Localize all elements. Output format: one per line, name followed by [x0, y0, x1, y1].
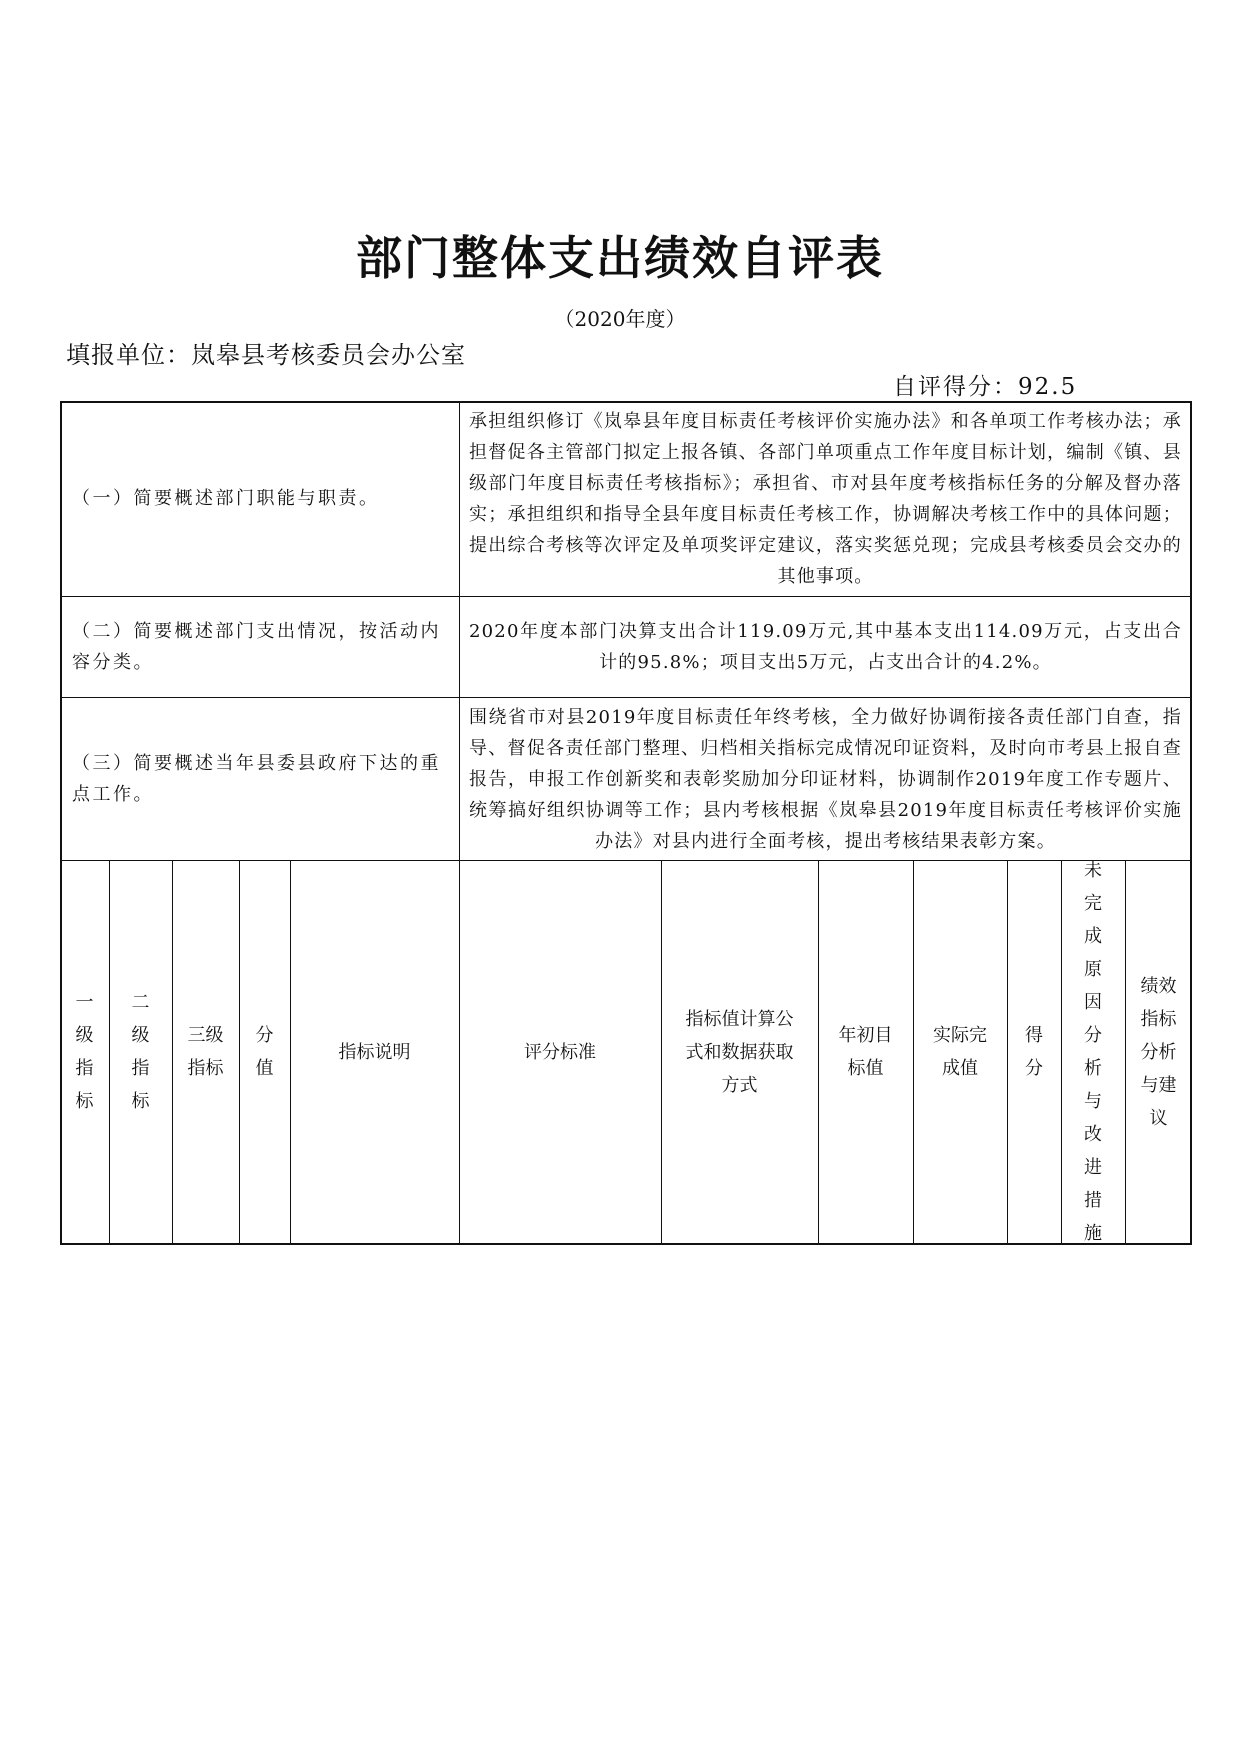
header-text-line: 分: [255, 1025, 274, 1046]
header-level2-indicator: [109, 860, 172, 1244]
summary-content-text: 2020年度本部门决算支出合计119.09万元,其中基本支出114.09万元，占支出合计的95.8%；项目支出5万元，占支出合计的4.2%。: [469, 621, 1182, 673]
summary-label-text: （一）简要概述部门职能与职责。: [72, 488, 380, 509]
header-text-line: 标: [75, 1091, 94, 1112]
header-text-line: 年初目: [838, 1025, 893, 1046]
header-text-line: 成: [1084, 926, 1102, 947]
header-level3-indicator: [172, 860, 239, 1244]
header-text-line: 未: [1084, 860, 1102, 881]
header-text-line: 指: [75, 1058, 94, 1079]
header-text: [839, 1019, 893, 1085]
header-performance-analysis: [1125, 860, 1192, 1244]
header-text: [1025, 1019, 1043, 1085]
header-text-line: 指标: [187, 1058, 224, 1079]
header-text-line: 指: [131, 1058, 150, 1079]
header-indicator-description: [290, 860, 459, 1244]
header-text-line: 得: [1025, 1025, 1043, 1046]
header-text-line: 式和数据获取: [685, 1041, 794, 1063]
summary-content-text: 围绕省市对县2019年度目标责任年终考核，全力做好协调衔接各责任部门自查，指导、督促各责任部门整理、归档相关指标完成情况印证资料，及时向市考县上报自查报告，申报工作创新奖和表彰奖励加分印证材料，协调制作2019年度工作专题片、统筹搞好组织协调等工作；县内考核根据《岚皋县2019年度目标责任考核评价实施办法》对县内进行全面考核，提出考核结果表彰方案。: [469, 706, 1182, 852]
header-score: [1007, 860, 1061, 1244]
header-text-line: 标值: [847, 1058, 884, 1079]
reporting-unit: 填报单位：岚皋县考核委员会办公室: [66, 341, 466, 369]
header-text: [933, 1019, 987, 1085]
header-text-line: 原: [1084, 959, 1102, 980]
header-calculation-method: [661, 860, 818, 1244]
summary-content-duties: [459, 401, 1192, 596]
header-text-line: 级: [131, 1025, 150, 1046]
header-initial-target: [818, 860, 913, 1244]
header-text-line: 值: [255, 1058, 274, 1079]
report-year: （2020年度）: [554, 307, 686, 331]
header-text-line: 指标说明: [338, 1041, 411, 1063]
header-text-line: 析: [1084, 1058, 1102, 1079]
header-text: [76, 986, 94, 1118]
header-text-line: 标: [131, 1091, 150, 1112]
summary-content-key-work: [459, 698, 1192, 860]
page-title: 部门整体支出绩效自评表: [356, 231, 884, 285]
header-text-line: 措: [1084, 1190, 1102, 1211]
summary-label-duties: [60, 401, 459, 596]
header-text-line: 成值: [942, 1058, 978, 1079]
header-text-line: 绩效: [1140, 975, 1177, 997]
self-evaluation-score: 自评得分：92.5: [893, 374, 1078, 400]
header-scoring-criteria: [459, 860, 661, 1244]
header-text: [188, 1019, 224, 1085]
header-text: [339, 1036, 411, 1069]
summary-label-text: （三）简要概述当年县委县政府下达的重点工作。: [72, 753, 441, 805]
header-score-value: [239, 860, 290, 1244]
summary-label-text: （二）简要概述部门支出情况，按活动内容分类。: [72, 621, 441, 673]
header-incomplete-reasons: [1061, 860, 1125, 1244]
header-text: [686, 1003, 794, 1102]
header-text-line: 分: [1084, 1025, 1102, 1046]
summary-label-key-work: [60, 698, 459, 860]
summary-label-expenditure: [60, 597, 459, 697]
header-text: [256, 1019, 274, 1085]
header-text-line: 指标值计算公: [685, 1008, 794, 1030]
header-text-line: 指标: [1140, 1008, 1177, 1030]
header-text-line: 与建: [1140, 1074, 1177, 1096]
header-text-line: 分: [1025, 1058, 1043, 1079]
header-text-line: 因: [1084, 992, 1102, 1013]
header-text-line: 议: [1149, 1107, 1168, 1129]
header-text-line: 施: [1084, 1223, 1102, 1244]
header-text-line: 方式: [721, 1074, 758, 1096]
header-actual-value: [913, 860, 1007, 1244]
header-text: [524, 1036, 596, 1069]
header-text-line: 实际完: [933, 1025, 987, 1046]
header-text-line: 进: [1084, 1157, 1102, 1178]
header-text-line: 二: [131, 992, 150, 1013]
header-level1-indicator: [60, 860, 109, 1244]
header-text-line: 级: [75, 1025, 94, 1046]
header-text: [1141, 970, 1177, 1135]
summary-content-text: 承担组织修订《岚皋县年度目标责任考核评价实施办法》和各单项工作考核办法；承担督促各主管部门拟定上报各镇、各部门单项重点工作年度目标计划，编制《镇、县级部门年度目标责任考核指标》；承担省、市对县年度考核指标任务的分解及督办落实；承担组织和指导全县年度目标责任考核工作，协调解决考核工作中的具体问题；提出综合考核等次评定及单项奖评定建议，落实奖惩兑现；完成县考核委员会交办的其他事项。: [469, 410, 1182, 587]
header-text-line: 三级: [187, 1025, 224, 1046]
header-text: [1084, 854, 1102, 1250]
header-text-line: 分析: [1140, 1041, 1177, 1063]
header-text-line: 改: [1084, 1124, 1102, 1145]
header-text: [132, 986, 150, 1118]
header-text-line: 一: [75, 992, 94, 1013]
summary-content-expenditure: [459, 597, 1192, 697]
header-text-line: 与: [1084, 1091, 1102, 1112]
header-text-line: 评分标准: [524, 1041, 596, 1063]
header-text-line: 完: [1084, 893, 1102, 914]
